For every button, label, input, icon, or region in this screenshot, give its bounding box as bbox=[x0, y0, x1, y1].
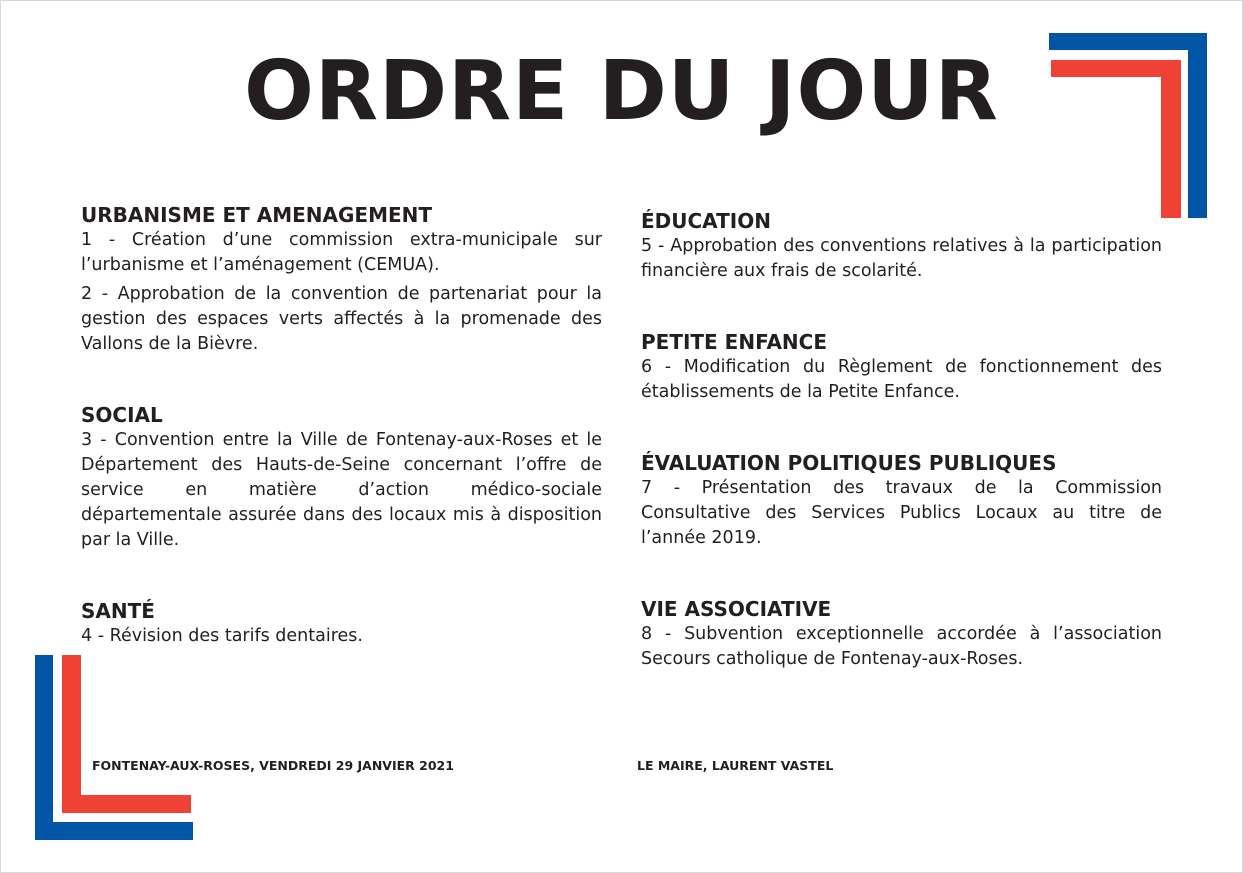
agenda-item: 6 - Modification du Règlement de fonctionnement des établissements de la Petite Enfance. bbox=[641, 357, 1162, 402]
section-heading: SANTÉ bbox=[81, 599, 155, 623]
agenda-item: 8 - Subvention exceptionnelle accordée à l’association Secours catholique de Fontenay-aux-Roses. bbox=[641, 624, 1162, 669]
section-heading: ÉVALUATION POLITIQUES PUBLIQUES bbox=[641, 451, 1057, 475]
page-title: ORDRE DU JOUR bbox=[244, 44, 999, 139]
red-bar-bottom bbox=[62, 795, 191, 813]
agenda-item: 7 - Présentation des travaux de la Commission Consultative des Services Publics Locaux au titre de l’année 2019. bbox=[641, 478, 1162, 548]
agenda-column-left bbox=[81, 203, 602, 653]
agenda-section bbox=[81, 599, 602, 649]
blue-bar-bottom bbox=[35, 822, 193, 840]
blue-bar-left bbox=[35, 655, 53, 840]
agenda-section bbox=[641, 209, 1162, 284]
agenda-section bbox=[641, 451, 1162, 551]
section-heading: SOCIAL bbox=[81, 403, 163, 427]
agenda-section bbox=[81, 203, 602, 357]
section-heading: URBANISME ET AMENAGEMENT bbox=[81, 203, 433, 227]
section-heading: ÉDUCATION bbox=[641, 209, 771, 233]
agenda-section bbox=[81, 403, 602, 553]
agenda-item: 3 - Convention entre la Ville de Fontenay-aux-Roses et le Département des Hauts-de-Seine concernant l’offre de service en matière d’action médico-sociale départementale assurée dans des locaux mis à disposition par la Ville. bbox=[81, 430, 602, 550]
footer-place-date: FONTENAY-AUX-ROSES, VENDREDI 29 JANVIER 2021 bbox=[92, 758, 454, 773]
agenda-item: 4 - Révision des tarifs dentaires. bbox=[81, 626, 363, 646]
red-bar-left bbox=[62, 655, 81, 813]
agenda-item: 5 - Approbation des conventions relatives à la participation financière aux frais de scolarité. bbox=[641, 236, 1162, 281]
agenda-item: 1 - Création d’une commission extra-municipale sur l’urbanisme et l’aménagement (CEMUA). bbox=[81, 230, 602, 275]
agenda-section bbox=[641, 330, 1162, 405]
section-heading: PETITE ENFANCE bbox=[641, 330, 827, 354]
footer-signature: LE MAIRE, LAURENT VASTEL bbox=[637, 758, 834, 773]
agenda-item: 2 - Approbation de la convention de partenariat pour la gestion des espaces verts affectés à la promenade des Vallons de la Bièvre. bbox=[81, 284, 602, 354]
section-heading: VIE ASSOCIATIVE bbox=[641, 597, 832, 621]
agenda-column-right bbox=[641, 209, 1162, 676]
agenda-section bbox=[641, 597, 1162, 672]
